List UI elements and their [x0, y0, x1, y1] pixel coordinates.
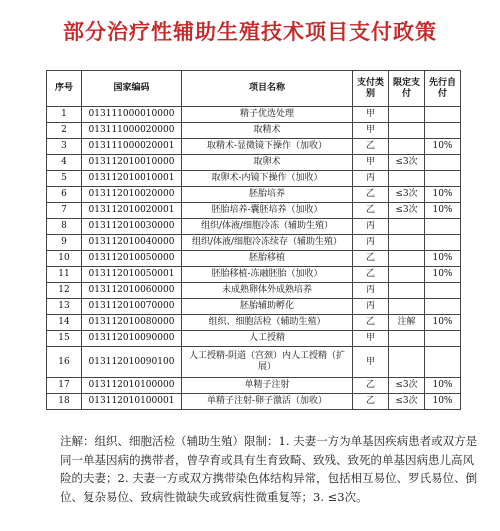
- self-pay-ratio-cell: [425, 171, 461, 187]
- document-title: 部分治疗性辅助生殖技术项目支付政策: [63, 20, 437, 44]
- table-row: [47, 347, 461, 378]
- self-pay-ratio-cell: [425, 235, 461, 251]
- table-row: [47, 139, 461, 155]
- table-row: [47, 203, 461, 219]
- row-number-cell: 13: [47, 299, 82, 315]
- payment-category-cell: 乙: [353, 315, 389, 331]
- item-name-cell: 未成熟卵体外成熟培养: [182, 283, 353, 299]
- header-name: 项目名称: [182, 71, 353, 107]
- self-pay-ratio-cell: [425, 331, 461, 347]
- row-number-cell: 4: [47, 155, 82, 171]
- limited-payment-cell: [389, 107, 425, 123]
- limited-payment-cell: [389, 251, 425, 267]
- self-pay-ratio-cell: [425, 155, 461, 171]
- national-code-cell: 013112010010000: [82, 155, 182, 171]
- table-body: [47, 107, 461, 410]
- table-row: [47, 107, 461, 123]
- row-number-cell: 6: [47, 187, 82, 203]
- limited-payment-cell: 注解: [389, 315, 425, 331]
- national-code-cell: 013112010030000: [82, 219, 182, 235]
- item-name-cell: 单精子注射-卵子激活（加收）: [182, 394, 353, 410]
- payment-category-cell: 甲: [353, 155, 389, 171]
- row-number-cell: 2: [47, 123, 82, 139]
- row-number-cell: 5: [47, 171, 82, 187]
- self-pay-ratio-cell: 10%: [425, 139, 461, 155]
- item-name-cell: 取卵术: [182, 155, 353, 171]
- row-number-cell: 16: [47, 347, 82, 378]
- national-code-cell: 013112010060000: [82, 283, 182, 299]
- row-number-cell: 1: [47, 107, 82, 123]
- limited-payment-cell: ≤3次: [389, 187, 425, 203]
- table-row: [47, 219, 461, 235]
- header-limit: 限定支付: [389, 71, 425, 107]
- header-code: 国家编码: [82, 71, 182, 107]
- item-name-cell: 取精术: [182, 123, 353, 139]
- row-number-cell: 15: [47, 331, 82, 347]
- item-name-cell: 精子优选处理: [182, 107, 353, 123]
- table-row: [47, 235, 461, 251]
- item-name-cell: 组织、细胞活检（辅助生殖）: [182, 315, 353, 331]
- table-row: [47, 331, 461, 347]
- limited-payment-cell: [389, 219, 425, 235]
- national-code-cell: 013112010070000: [82, 299, 182, 315]
- limited-payment-cell: [389, 235, 425, 251]
- limited-payment-cell: [389, 139, 425, 155]
- row-number-cell: 10: [47, 251, 82, 267]
- item-name-cell: 单精子注射: [182, 378, 353, 394]
- self-pay-ratio-cell: 10%: [425, 378, 461, 394]
- table-row: [47, 267, 461, 283]
- self-pay-ratio-cell: [425, 347, 461, 378]
- row-number-cell: 8: [47, 219, 82, 235]
- payment-category-cell: 乙: [353, 139, 389, 155]
- table-header-row: [47, 71, 461, 107]
- row-number-cell: 7: [47, 203, 82, 219]
- payment-category-cell: 乙: [353, 394, 389, 410]
- item-name-cell: 取卵术-内镜下操作（加收）: [182, 171, 353, 187]
- self-pay-ratio-cell: 10%: [425, 267, 461, 283]
- row-number-cell: 9: [47, 235, 82, 251]
- payment-category-cell: 乙: [353, 251, 389, 267]
- policy-table: [46, 70, 461, 410]
- table-row: [47, 155, 461, 171]
- national-code-cell: 013112010100000: [82, 378, 182, 394]
- limited-payment-cell: [389, 331, 425, 347]
- row-number-cell: 3: [47, 139, 82, 155]
- item-name-cell: 胚胎移植: [182, 251, 353, 267]
- row-number-cell: 14: [47, 315, 82, 331]
- payment-category-cell: 丙: [353, 235, 389, 251]
- national-code-cell: 013112010040000: [82, 235, 182, 251]
- payment-category-cell: 甲: [353, 347, 389, 378]
- payment-category-cell: 丙: [353, 283, 389, 299]
- national-code-cell: 013111000020001: [82, 139, 182, 155]
- item-name-cell: 胚胎培养-囊胚培养（加收）: [182, 203, 353, 219]
- item-name-cell: 胚胎辅助孵化: [182, 299, 353, 315]
- national-code-cell: 013112010020001: [82, 203, 182, 219]
- national-code-cell: 013112010090100: [82, 347, 182, 378]
- header-category: 支付类别: [353, 71, 389, 107]
- national-code-cell: 013112010080000: [82, 315, 182, 331]
- table-row: [47, 394, 461, 410]
- limited-payment-cell: [389, 299, 425, 315]
- item-name-cell: 组织/体液/细胞冷冻（辅助生殖）: [182, 219, 353, 235]
- table-row: [47, 123, 461, 139]
- table-row: [47, 251, 461, 267]
- self-pay-ratio-cell: [425, 107, 461, 123]
- national-code-cell: 013112010020000: [82, 187, 182, 203]
- payment-category-cell: 丙: [353, 171, 389, 187]
- national-code-cell: 013111000010000: [82, 107, 182, 123]
- table-row: [47, 283, 461, 299]
- row-number-cell: 17: [47, 378, 82, 394]
- national-code-cell: 013112010010001: [82, 171, 182, 187]
- item-name-cell: 人工授精: [182, 331, 353, 347]
- header-no: 序号: [47, 71, 82, 107]
- table-row: [47, 299, 461, 315]
- national-code-cell: 013112010050001: [82, 267, 182, 283]
- payment-category-cell: 丙: [353, 299, 389, 315]
- limited-payment-cell: [389, 347, 425, 378]
- self-pay-ratio-cell: [425, 123, 461, 139]
- footnote: 注解：组织、细胞活检（辅助生殖）限制：1. 夫妻一方为单基因疾病患者或双方是同一单基因病的携带者，曾孕育或具有生育致畸、致残、致死的单基因病患儿高风险的夫妻；2. 夫妻一方或双方携带染色体结构异常，包括相互易位、罗氏易位、倒位、复杂易位、致病性微缺失或致病性微重复等；3. ≤3次。: [60, 434, 478, 504]
- table-row: [47, 171, 461, 187]
- payment-category-cell: 甲: [353, 331, 389, 347]
- limited-payment-cell: [389, 123, 425, 139]
- payment-category-cell: 丙: [353, 219, 389, 235]
- item-name-cell: 取精术-显微镜下操作（加收）: [182, 139, 353, 155]
- payment-category-cell: 乙: [353, 187, 389, 203]
- self-pay-ratio-cell: 10%: [425, 251, 461, 267]
- payment-category-cell: 甲: [353, 107, 389, 123]
- row-number-cell: 12: [47, 283, 82, 299]
- limited-payment-cell: [389, 283, 425, 299]
- national-code-cell: 013112010090000: [82, 331, 182, 347]
- self-pay-ratio-cell: [425, 299, 461, 315]
- self-pay-ratio-cell: [425, 219, 461, 235]
- self-pay-ratio-cell: 10%: [425, 203, 461, 219]
- payment-category-cell: 乙: [353, 267, 389, 283]
- limited-payment-cell: [389, 267, 425, 283]
- limited-payment-cell: ≤3次: [389, 394, 425, 410]
- self-pay-ratio-cell: [425, 283, 461, 299]
- self-pay-ratio-cell: 10%: [425, 187, 461, 203]
- item-name-cell: 胚胎培养: [182, 187, 353, 203]
- payment-category-cell: 乙: [353, 203, 389, 219]
- limited-payment-cell: [389, 171, 425, 187]
- item-name-cell: 人工授精-阴道（宫颈）内人工授精（扩展）: [182, 347, 353, 378]
- self-pay-ratio-cell: 10%: [425, 394, 461, 410]
- payment-category-cell: 甲: [353, 123, 389, 139]
- limited-payment-cell: ≤3次: [389, 155, 425, 171]
- limited-payment-cell: ≤3次: [389, 378, 425, 394]
- self-pay-ratio-cell: 10%: [425, 315, 461, 331]
- row-number-cell: 11: [47, 267, 82, 283]
- row-number-cell: 18: [47, 394, 82, 410]
- national-code-cell: 013112010050000: [82, 251, 182, 267]
- national-code-cell: 013112010100001: [82, 394, 182, 410]
- national-code-cell: 013111000020000: [82, 123, 182, 139]
- payment-category-cell: 乙: [353, 378, 389, 394]
- item-name-cell: 组织/体液/细胞冷冻续存（辅助生殖）: [182, 235, 353, 251]
- header-self-pay: 先行自付: [425, 71, 461, 107]
- table-row: [47, 378, 461, 394]
- item-name-cell: 胚胎移植-冻融胚胎（加收）: [182, 267, 353, 283]
- limited-payment-cell: ≤3次: [389, 203, 425, 219]
- table-row: [47, 187, 461, 203]
- table-row: [47, 315, 461, 331]
